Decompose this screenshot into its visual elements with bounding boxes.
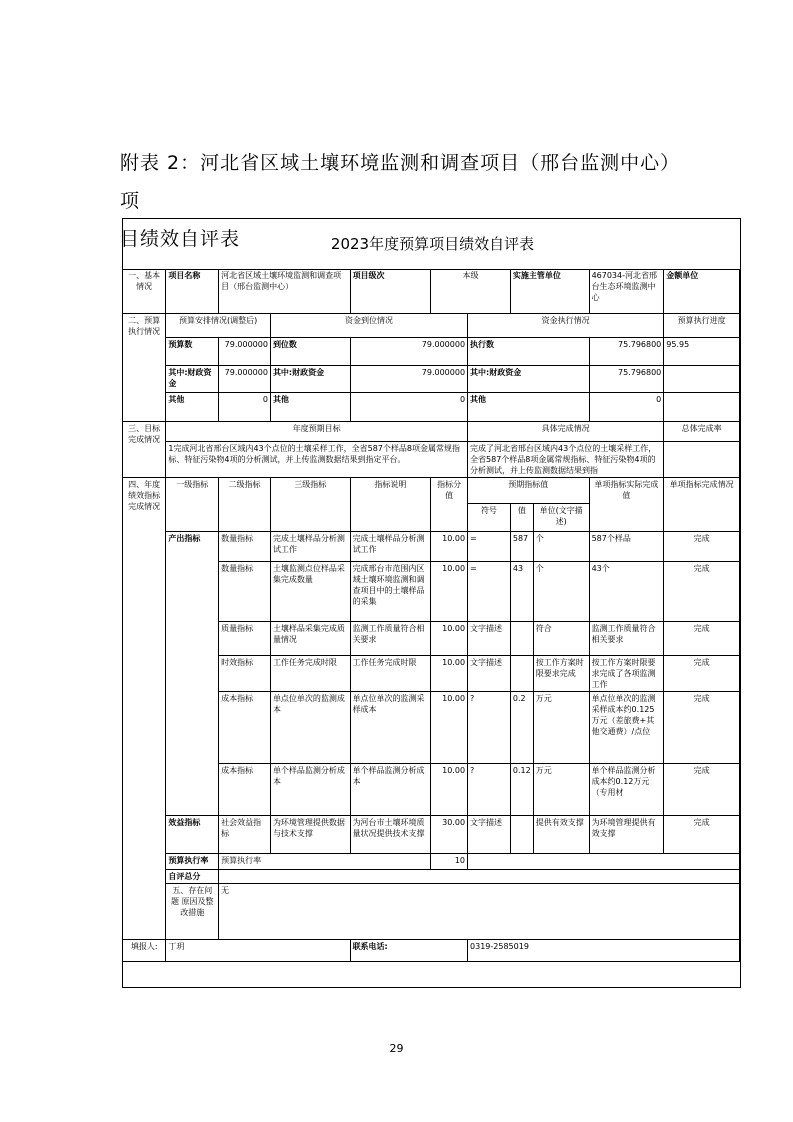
budget-value: 0 <box>219 392 271 421</box>
indicator-value: 0.2 <box>510 691 533 763</box>
indicator-description: 完成邢台市范围内区域土壤环境监测和调查项目中的土壤样品的采集 <box>350 561 431 621</box>
indicator-row <box>123 531 740 561</box>
budget-label: 其中:财政资金 <box>166 365 219 392</box>
dept-value: 467034-河北省邢台生态环境监测中心 <box>589 269 664 313</box>
indicator-level3: 单点位单次的监测成本 <box>270 691 350 763</box>
budget-arrange-header: 预算安排情况(调整后) <box>166 313 271 337</box>
goal-target-header: 年度预期目标 <box>166 421 468 441</box>
budget-arrive-header: 资金到位情况 <box>270 313 467 337</box>
indicator-symbol: = <box>468 531 511 561</box>
indicator-actual: 单点位单次的监测采样成本约0.125万元（差旅费+其他交通费）/点位 <box>589 691 664 763</box>
indicator-status: 完成 <box>664 655 740 691</box>
filler-label: 填报人: <box>123 939 166 961</box>
indicator-level2: 社会效益指标 <box>219 815 271 853</box>
arrive-label: 其他 <box>270 392 350 421</box>
arrive-label: 其中:财政资金 <box>270 365 350 392</box>
indicator-symbol: 文字描述 <box>468 655 511 691</box>
budget-exec-header: 资金执行情况 <box>468 313 664 337</box>
basic-row <box>123 269 740 313</box>
indicator-level2: 成本指标 <box>219 691 271 763</box>
indicator-section-label: 四、年度绩效指标完成情况 <box>123 477 166 939</box>
budget-row <box>123 337 740 365</box>
indicator-level3: 为环境管理提供数据与技术支撑 <box>270 815 350 853</box>
indicator-description: 为河台市土壤环境质量状况提供技术支撑 <box>350 815 431 853</box>
indicator-actual: 按工作方案时限要求完成了各项监测工作 <box>589 655 664 691</box>
table-title: 2023年度预算项目绩效自评表 <box>123 219 741 270</box>
header-level2: 二级指标 <box>219 477 271 531</box>
indicator-actual: 单个样品监测分析成本约0.12万元（专用材 <box>589 763 664 815</box>
project-level-label: 项目级次 <box>350 269 431 313</box>
indicator-level3: 单个样品监测分析成本 <box>270 763 350 815</box>
budget-value: 79.000000 <box>219 337 271 365</box>
goal-section-label: 三、目标完成情况 <box>123 421 166 477</box>
indicator-actual: 监测工作质量符合相关要求 <box>589 621 664 655</box>
total-score-label: 自评总分 <box>166 869 219 883</box>
exec-rate-rest <box>468 853 740 869</box>
indicator-level2: 质量指标 <box>219 621 271 655</box>
indicator-actual: 43个 <box>589 561 664 621</box>
indicator-row <box>123 815 740 853</box>
page-title-line-2: 目绩效自评表 <box>120 228 241 250</box>
indicator-status: 完成 <box>664 531 740 561</box>
total-score-value <box>219 869 740 883</box>
indicator-description: 完成土壤样品分析测试工作 <box>350 531 431 561</box>
indicator-status: 完成 <box>664 621 740 655</box>
project-name-label: 项目名称 <box>166 269 219 313</box>
amount-unit-label: 金额单位 <box>664 269 740 313</box>
problems-value: 无 <box>219 883 740 939</box>
indicator-status: 完成 <box>664 561 740 621</box>
indicator-description: 单个样品监测分析成本 <box>350 763 431 815</box>
budget-value: 79.000000 <box>219 365 271 392</box>
indicator-weight: 10.00 <box>431 561 468 621</box>
indicator-description: 单点位单次的监测采样成本 <box>350 691 431 763</box>
exec-rate-row <box>123 853 740 869</box>
indicator-status: 完成 <box>664 691 740 763</box>
budget-rate-header: 预算执行进度 <box>664 313 740 337</box>
dept-label: 实施主管单位 <box>510 269 589 313</box>
indicator-unit: 符合 <box>533 621 589 655</box>
indicator-unit: 万元 <box>533 763 589 815</box>
indicator-weight: 10.00 <box>431 691 468 763</box>
header-unit: 单位(文字描述) <box>533 503 589 531</box>
indicator-symbol: = <box>468 561 511 621</box>
goal-row <box>123 441 740 477</box>
header-value: 值 <box>510 503 533 531</box>
indicator-description: 工作任务完成时限 <box>350 655 431 691</box>
indicator-value <box>510 655 533 691</box>
indicator-level3: 工作任务完成时限 <box>270 655 350 691</box>
indicator-weight: 30.00 <box>431 815 468 853</box>
goal-actual-text: 完成了河北省邢台区域内43个点位的土壤采样工作，全省587个样品8项金属常规指标、特征污染物4项的分析测试，并上传监测数据结果到指 <box>468 441 664 477</box>
exec-rate-value <box>664 392 740 421</box>
exec-rate-level2: 预算执行率 <box>219 853 431 869</box>
exec-value: 0 <box>589 392 664 421</box>
indicator-level2: 成本指标 <box>219 763 271 815</box>
header-actual: 单项指标实际完成值 <box>589 477 664 531</box>
header-status: 单项指标完成情况 <box>664 477 740 531</box>
indicator-unit: 按工作方案时限要求完成 <box>533 655 589 691</box>
indicator-level2: 时效指标 <box>219 655 271 691</box>
header-description: 指标说明 <box>350 477 431 531</box>
indicator-symbol: 文字描述 <box>468 815 511 853</box>
budget-row <box>123 365 740 392</box>
page-title-line-1: 附表 2：河北省区域土壤环境监测和调查项目（邢台监测中心）项 <box>120 152 671 212</box>
indicator-symbol: ? <box>468 763 511 815</box>
indicator-weight: 10.00 <box>431 621 468 655</box>
exec-label: 其他 <box>468 392 590 421</box>
header-level1: 一级指标 <box>166 477 219 531</box>
indicator-weight: 10.00 <box>431 655 468 691</box>
budget-header-row <box>123 313 740 337</box>
exec-value: 75.796800 <box>589 365 664 392</box>
exec-value: 75.796800 <box>589 337 664 365</box>
basic-section-label: 一、基本情况 <box>123 269 166 313</box>
evaluation-table <box>123 269 740 962</box>
indicator-value <box>510 621 533 655</box>
exec-label: 其中:财政资金 <box>468 365 590 392</box>
indicator-level3: 土壤监测点位样品采集完成数量 <box>270 561 350 621</box>
indicator-level2: 数量指标 <box>219 561 271 621</box>
indicator-value: 43 <box>510 561 533 621</box>
problems-row <box>123 883 740 939</box>
indicator-actual: 587个样品 <box>589 531 664 561</box>
problems-section-label: 五、存在问题 原因及整改措施 <box>166 883 219 939</box>
evaluation-table-frame <box>122 218 741 988</box>
budget-label: 其他 <box>166 392 219 421</box>
indicator-header-row <box>123 477 740 503</box>
phone-label: 联系电话: <box>350 939 467 961</box>
phone-value: 0319-2585019 <box>468 939 740 961</box>
project-level-value: 本级 <box>431 269 511 313</box>
header-level3: 三级指标 <box>270 477 350 531</box>
filler-value: 丁玥 <box>166 939 350 961</box>
goal-overall-header: 总体完成率 <box>664 421 740 441</box>
goal-header-row <box>123 421 740 441</box>
header-weight: 指标分值 <box>431 477 468 531</box>
indicator-description: 监测工作质量符合相关要求 <box>350 621 431 655</box>
indicator-status: 完成 <box>664 763 740 815</box>
indicator-level3: 完成土壤样品分析测试工作 <box>270 531 350 561</box>
indicator-symbol: 文字描述 <box>468 621 511 655</box>
exec-rate-value <box>664 365 740 392</box>
header-symbol: 符号 <box>468 503 511 531</box>
indicator-value: 0.12 <box>510 763 533 815</box>
exec-rate-weight: 10 <box>431 853 468 869</box>
indicator-actual: 为环境管理提供有效支撑 <box>589 815 664 853</box>
indicator-unit: 个 <box>533 531 589 561</box>
arrive-value: 79.000000 <box>350 365 467 392</box>
indicator-symbol: ? <box>468 691 511 763</box>
arrive-value: 0 <box>350 392 467 421</box>
indicator-level3: 土壤样品采集完成质量情况 <box>270 621 350 655</box>
project-name-value: 河北省区域土壤环境监测和调查项目（邢台监测中心） <box>219 269 350 313</box>
goal-target-text: 1完成河北省邢台区域内43个点位的土壤采样工作，全省587个样品8项金属常规指标、特征污染物4项的分析测试，并上传监测数据结果到指定平台。 <box>166 441 468 477</box>
budget-row <box>123 392 740 421</box>
indicator-unit: 提供有效支撑 <box>533 815 589 853</box>
budget-label: 预算数 <box>166 337 219 365</box>
indicator-value: 587 <box>510 531 533 561</box>
indicator-unit: 万元 <box>533 691 589 763</box>
arrive-label: 到位数 <box>270 337 350 365</box>
indicator-level2: 数量指标 <box>219 531 271 561</box>
goal-overall-value <box>664 441 740 477</box>
goal-actual-header: 具体完成情况 <box>468 421 664 441</box>
arrive-value: 79.000000 <box>350 337 467 365</box>
indicator-status: 完成 <box>664 815 740 853</box>
indicator-level1: 产出指标 <box>166 531 219 815</box>
page-number: 29 <box>389 1042 404 1055</box>
indicator-unit: 个 <box>533 561 589 621</box>
indicator-weight: 10.00 <box>431 531 468 561</box>
header-expected: 预期指标值 <box>468 477 590 503</box>
indicator-value <box>510 815 533 853</box>
budget-section-label: 二、预算执行情况 <box>123 313 166 421</box>
exec-rate-value: 95.95 <box>664 337 740 365</box>
indicator-level1: 效益指标 <box>166 815 219 853</box>
total-score-row <box>123 869 740 883</box>
exec-label: 执行数 <box>468 337 590 365</box>
footer-row <box>123 939 740 961</box>
indicator-weight: 10.00 <box>431 763 468 815</box>
exec-rate-level1: 预算执行率 <box>166 853 219 869</box>
